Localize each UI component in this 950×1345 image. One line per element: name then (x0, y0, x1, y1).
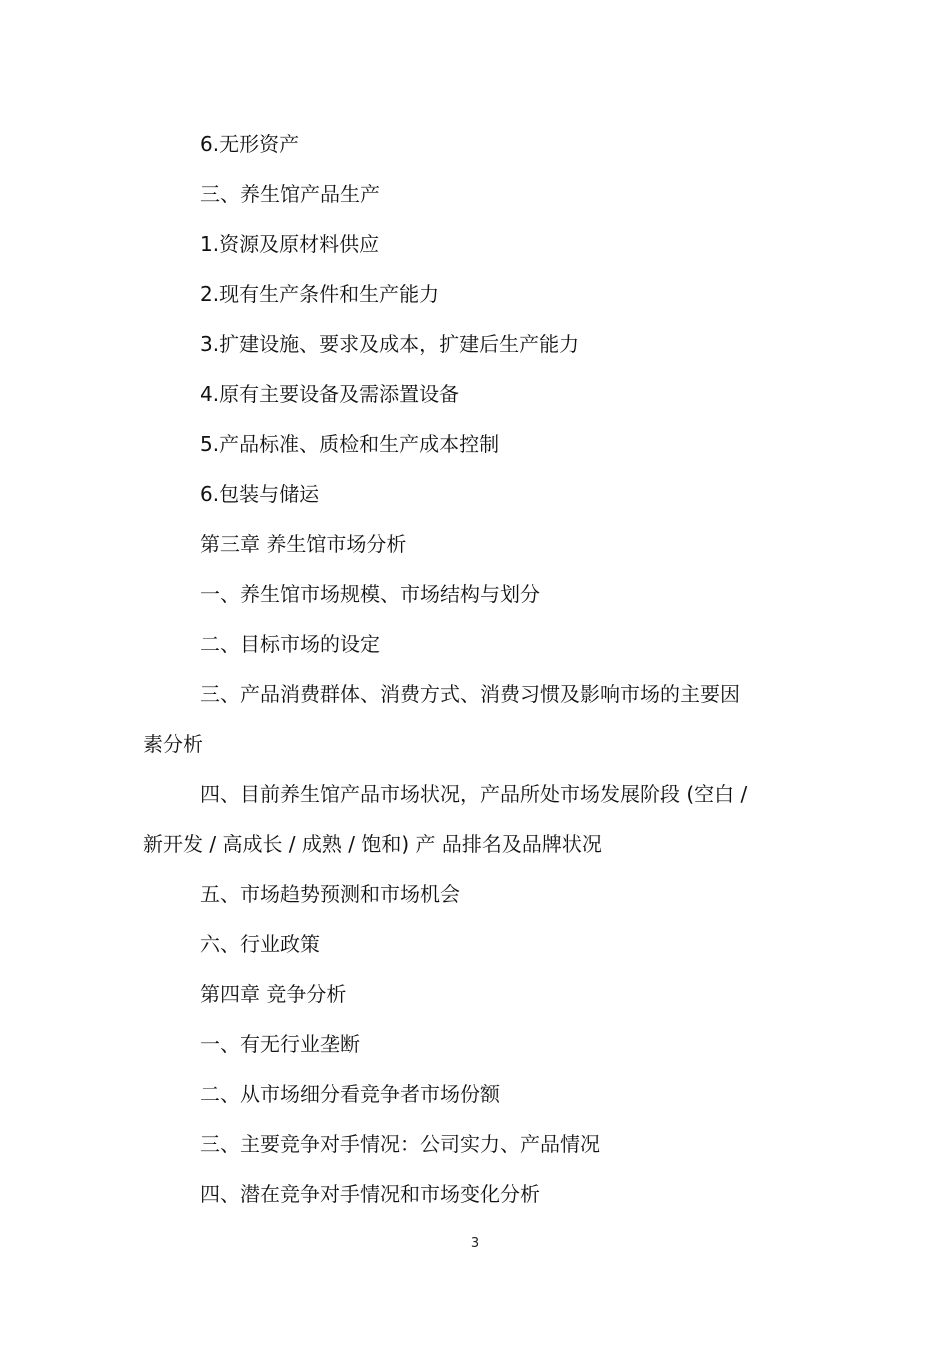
outline-item-raw-materials: 1.资源及原材料供应 (200, 232, 380, 256)
section-market-trends: 五、市场趋势预测和市场机会 (200, 882, 460, 906)
section-potential-competitors: 四、潜在竞争对手情况和市场变化分析 (200, 1182, 540, 1206)
outline-item-quality-control: 5.产品标准、质检和生产成本控制 (200, 432, 500, 456)
chapter-heading-competition: 第四章 竞争分析 (200, 982, 347, 1006)
page-number: 3 (470, 1236, 480, 1251)
section-main-competitors: 三、主要竞争对手情况：公司实力、产品情况 (200, 1132, 600, 1156)
section-monopoly: 一、有无行业垄断 (200, 1032, 360, 1056)
outline-item-expansion: 3.扩建设施、要求及成本，扩建后生产能力 (200, 332, 580, 356)
section-target-market: 二、目标市场的设定 (200, 632, 380, 656)
section-market-share: 二、从市场细分看竞争者市场份额 (200, 1082, 500, 1106)
outline-item-intangible-assets: 6.无形资产 (200, 132, 300, 156)
chapter-heading-market-analysis: 第三章 养生馆市场分析 (200, 532, 407, 556)
section-market-status-continued: 新开发 / 高成长 / 成熟 / 饱和) 产 品排名及品牌状况 (143, 832, 602, 856)
section-industry-policy: 六、行业政策 (200, 932, 320, 956)
section-market-status: 四、目前养生馆产品市场状况，产品所处市场发展阶段 (空白 / (200, 782, 748, 806)
outline-item-equipment: 4.原有主要设备及需添置设备 (200, 382, 460, 406)
outline-item-packaging: 6.包装与储运 (200, 482, 320, 506)
section-consumer-groups: 三、产品消费群体、消费方式、消费习惯及影响市场的主要因 (200, 682, 740, 706)
section-market-scale: 一、养生馆市场规模、市场结构与划分 (200, 582, 540, 606)
section-heading-production: 三、养生馆产品生产 (200, 182, 380, 206)
outline-item-production-capacity: 2.现有生产条件和生产能力 (200, 282, 440, 306)
section-consumer-groups-continued: 素分析 (143, 732, 203, 756)
